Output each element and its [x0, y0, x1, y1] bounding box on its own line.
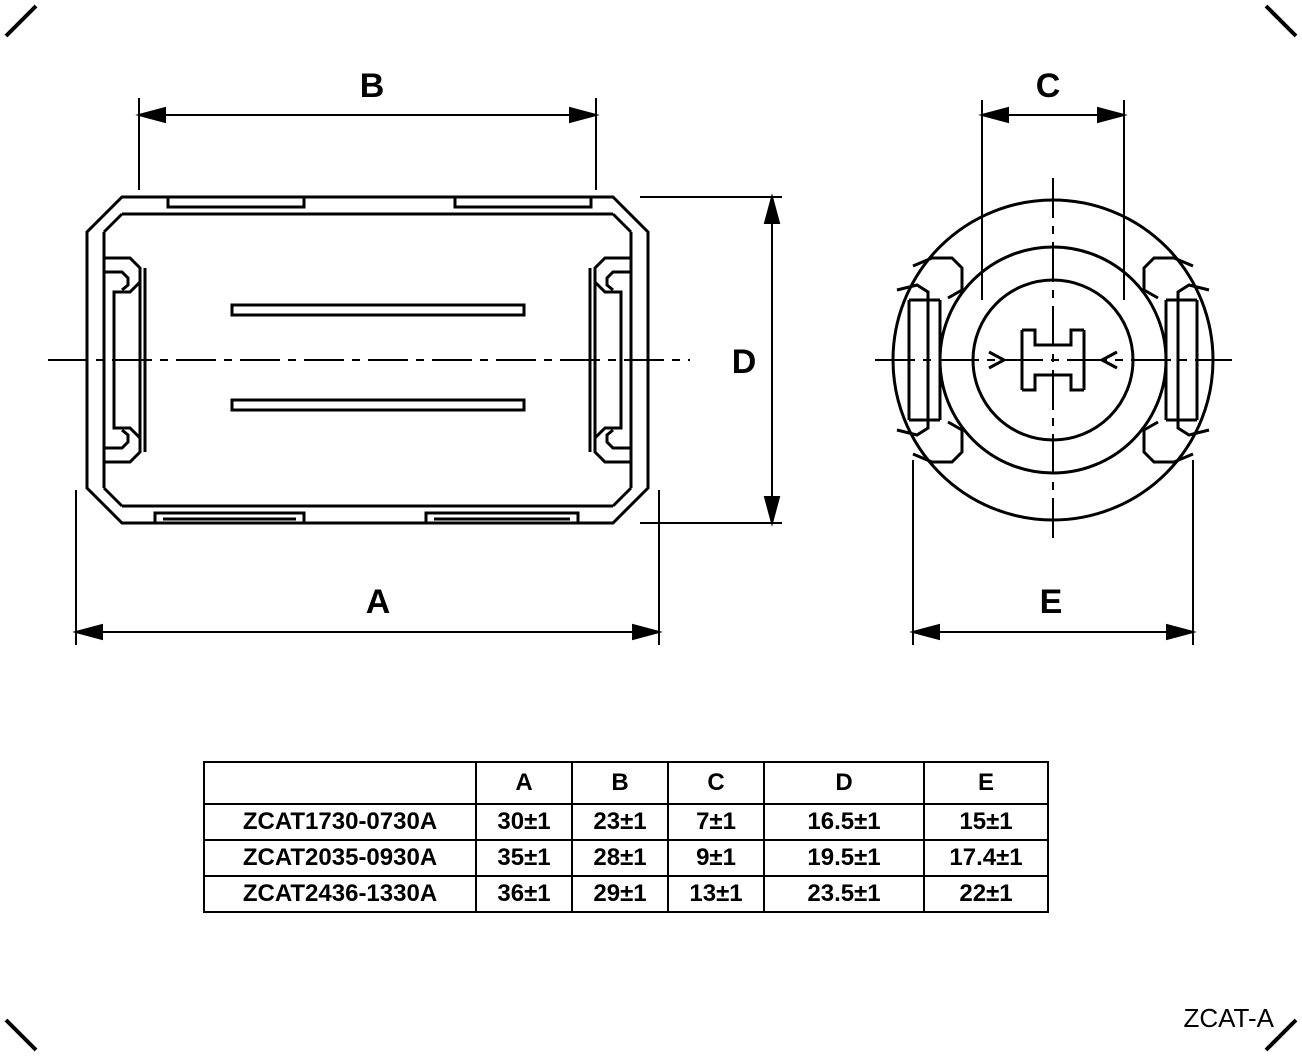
cell-e: 15±1 — [924, 804, 1048, 840]
table-header-row — [204, 762, 1048, 804]
dimension-label-B: B — [359, 67, 385, 105]
table-row — [204, 840, 1048, 876]
table-header-part — [204, 762, 476, 804]
table-row — [204, 876, 1048, 912]
cell-b: 29±1 — [572, 876, 668, 912]
cell-a: 36±1 — [476, 876, 572, 912]
cell-e: 17.4±1 — [924, 840, 1048, 876]
cell-c: 9±1 — [668, 840, 764, 876]
cell-d: 16.5±1 — [764, 804, 924, 840]
cell-d: 19.5±1 — [764, 840, 924, 876]
dimension-label-E: E — [1039, 583, 1063, 621]
table-header-d: D — [764, 762, 924, 804]
cell-e: 22±1 — [924, 876, 1048, 912]
cell-c: 13±1 — [668, 876, 764, 912]
table-header-a: A — [476, 762, 572, 804]
cell-d: 23.5±1 — [764, 876, 924, 912]
dimensions-table — [203, 761, 1049, 913]
cell-b: 28±1 — [572, 840, 668, 876]
cell-c: 7±1 — [668, 804, 764, 840]
cell-a: 35±1 — [476, 840, 572, 876]
table-header-b: B — [572, 762, 668, 804]
cell-b: 23±1 — [572, 804, 668, 840]
cell-a: 30±1 — [476, 804, 572, 840]
table-header-c: C — [668, 762, 764, 804]
drawing-caption: ZCAT-A — [1183, 1003, 1274, 1033]
part-number: ZCAT2436-1330A — [204, 876, 476, 912]
table-row — [204, 804, 1048, 840]
side-view-slots — [232, 305, 524, 410]
part-number: ZCAT1730-0730A — [204, 804, 476, 840]
dimension-label-D: D — [731, 343, 757, 381]
dimension-label-A: A — [365, 583, 391, 621]
dimension-B — [139, 98, 596, 190]
table-header-e: E — [924, 762, 1048, 804]
dimension-label-C: C — [1035, 67, 1061, 105]
part-number: ZCAT2035-0930A — [204, 840, 476, 876]
